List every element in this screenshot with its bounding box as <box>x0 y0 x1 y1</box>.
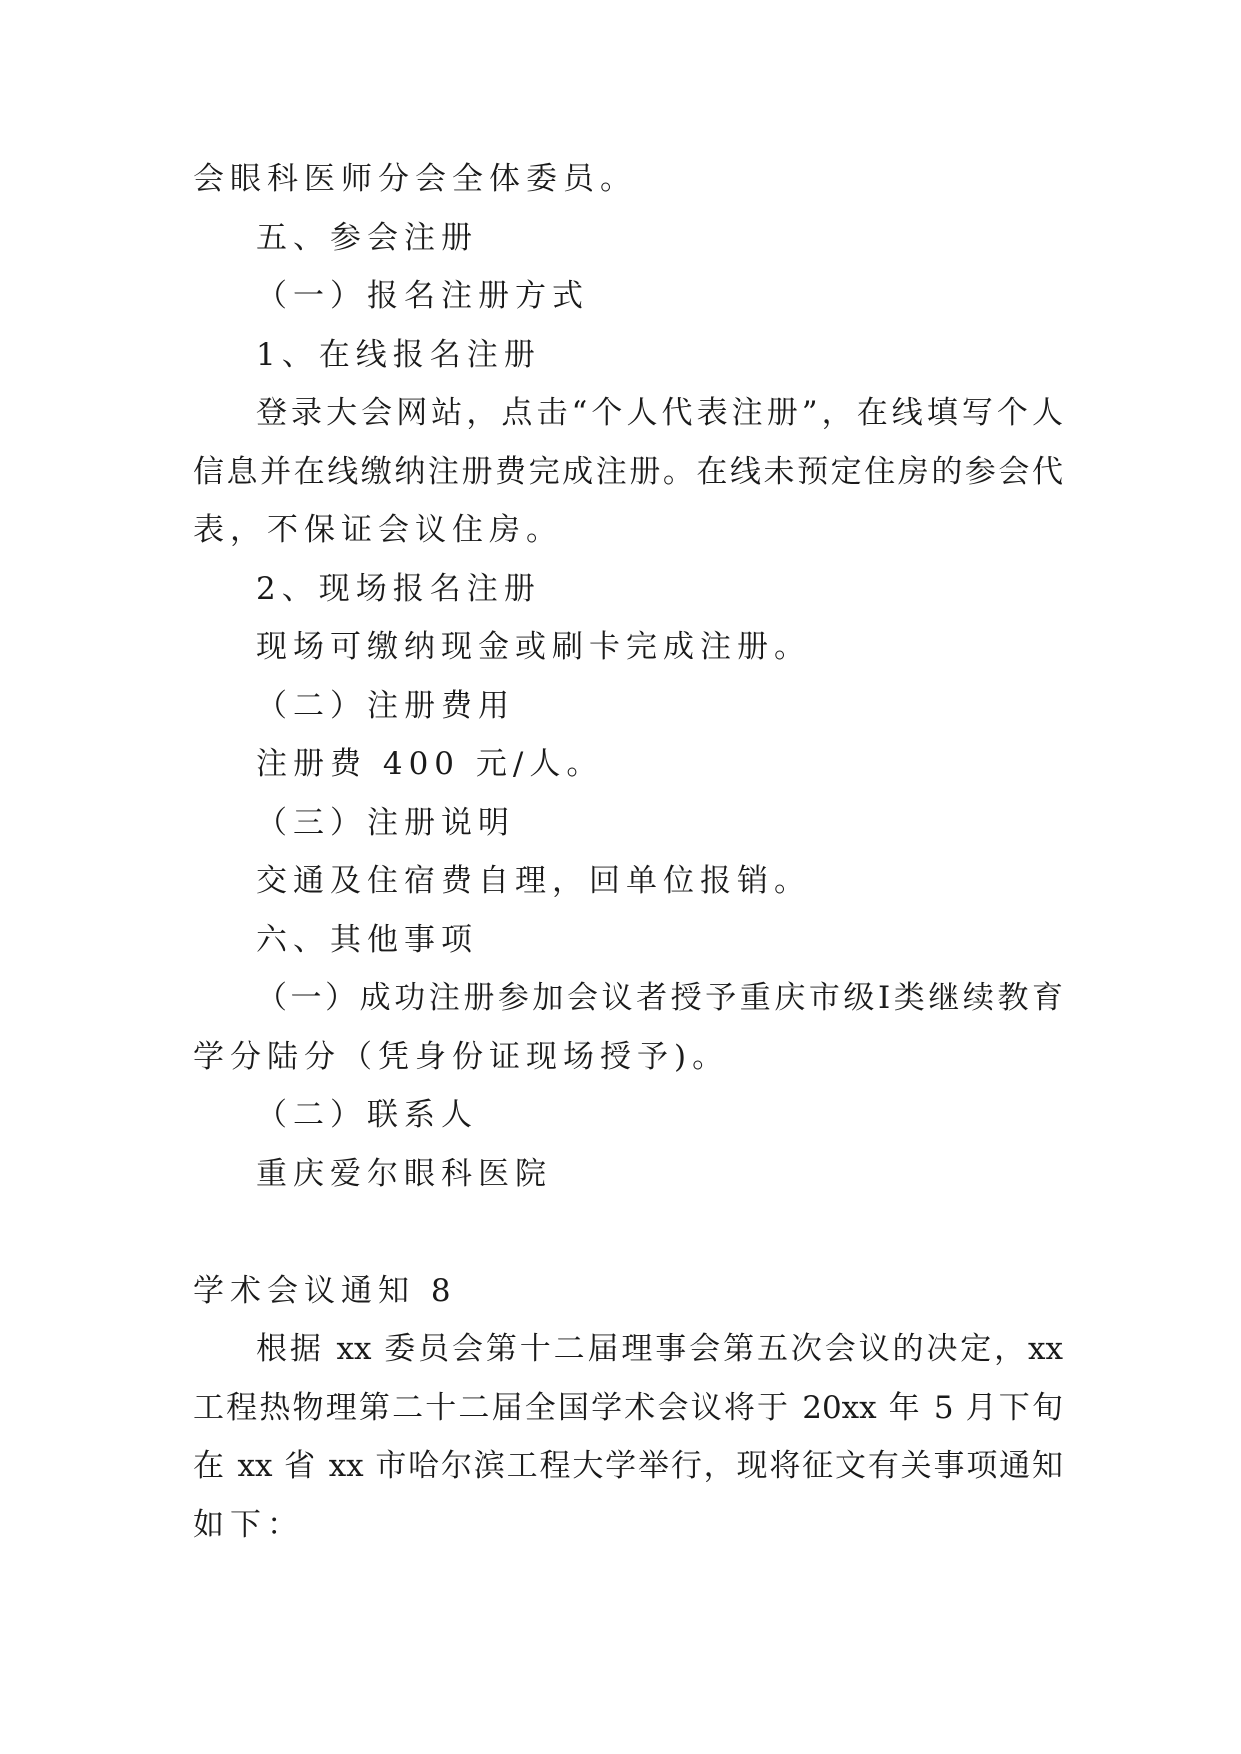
subsection-heading: （二）联系人 <box>256 1097 478 1133</box>
text-line: 注册费 400 元/人。 <box>256 746 604 782</box>
text-line: （一）成功注册参加会议者授予重庆市级Ⅰ类继续教育 <box>256 980 1063 1016</box>
subsection-heading: （一）报名注册方式 <box>256 278 589 314</box>
subsection-heading: （三）注册说明 <box>256 804 515 841</box>
text-line: 信息并在线缴纳注册费完成注册。在线未预定住房的参会代 <box>193 453 1063 490</box>
item-heading: 2、现场报名注册 <box>256 570 541 607</box>
subsection-heading: （二）注册费用 <box>256 687 515 724</box>
text-line: 在 xx 省 xx 市哈尔滨工程大学举行，现将征文有关事项通知 <box>193 1448 1063 1484</box>
section-heading: 五、参会注册 <box>256 219 478 256</box>
item-heading: 1、在线报名注册 <box>256 336 541 373</box>
text-line: 会眼科医师分会全体委员。 <box>193 161 637 197</box>
text-line: 根据 xx 委员会第十二届理事会第五次会议的决定，xx <box>256 1331 1063 1367</box>
document-body <box>193 150 1063 1554</box>
text-line: 现场可缴纳现金或刷卡完成注册。 <box>256 629 811 665</box>
text-line: 登录大会网站，点击“个人代表注册”，在线填写个人 <box>256 395 1063 431</box>
text-line: 交通及住宿费自理，回单位报销。 <box>256 863 811 899</box>
text-line: 表，不保证会议住房。 <box>193 512 563 548</box>
blank-line <box>193 1203 1063 1262</box>
text-line: 工程热物理第二十二届全国学术会议将于 20xx 年 5 月下旬 <box>193 1389 1063 1426</box>
section-heading: 六、其他事项 <box>256 921 478 958</box>
article-title: 学术会议通知 8 <box>193 1272 457 1309</box>
text-line: 重庆爱尔眼科医院 <box>256 1155 552 1192</box>
text-line: 学分陆分（凭身份证现场授予)。 <box>193 1038 730 1075</box>
text-line: 如下： <box>193 1506 304 1543</box>
